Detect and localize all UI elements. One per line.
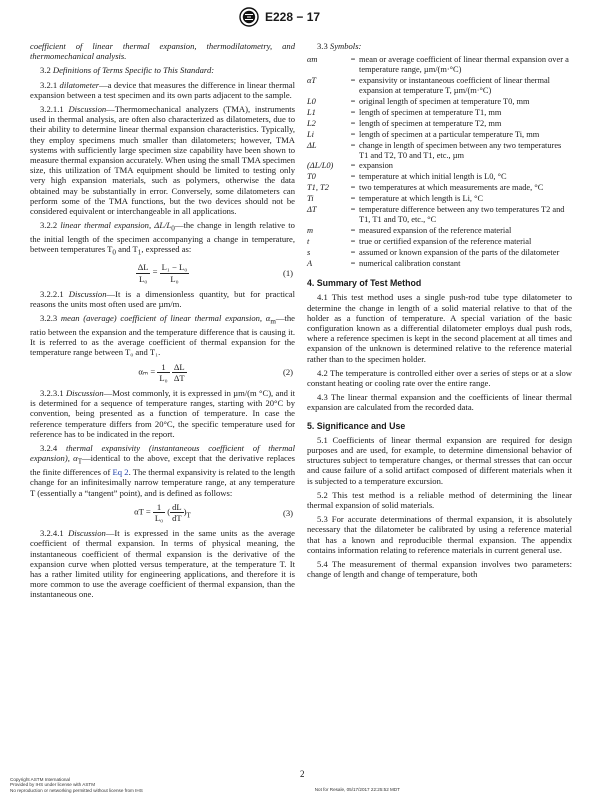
section-3-2-3-1: 3.2.3.1 Discussion—Most commonly, it is expressed in µm/(m °C), and it is determined for a sequence of temperature ranges, starting with 20°C by convention, being presented as a function of temperature. In case the reference temperature differs from 20°C, the specific temperature used for reference has to be indicated in the report. <box>30 388 295 439</box>
equals-sign: = <box>350 205 356 215</box>
license-notice: Not for Resale, 05/17/2017 22:25:52 MDT <box>314 787 400 792</box>
section-3-2: 3.2 Definitions of Terms Specific to This Standard: <box>40 65 215 76</box>
section-3-3: 3.3 Symbols: <box>317 41 362 51</box>
intro-text: coefficient of linear thermal expansion, thermodilatometry, and thermomechanical analysis. <box>30 41 295 62</box>
symbol-name: ΔL <box>307 140 317 150</box>
section-3-2-2: 3.2.2 linear thermal expansion, $\Delta L/L_0—the$ change in length relative to the initial length of the specimen accompanying a change in temperature, between temperatures $T_0$ and $T_1$, expressed as: <box>30 220 295 258</box>
symbol-row <box>307 119 572 130</box>
symbol-row <box>307 183 572 194</box>
symbol-description: temperature difference between any two temperatures T2 and T1, T1 and T0, etc., °C <box>359 205 565 225</box>
symbol-row <box>307 237 572 248</box>
symbol-row <box>307 97 572 108</box>
symbol-name: T1, T2 <box>307 183 329 193</box>
equals-sign: = <box>350 172 356 182</box>
equation-2: αₘ = $\frac{1}{\text{L₀}}$ $\frac{\Delta L}{\Delta T}$ (2) <box>138 361 293 383</box>
equation-number: (3) <box>282 507 293 518</box>
symbols-table <box>307 55 572 270</box>
symbol-description: original length of specimen at temperature T0, mm <box>359 96 530 106</box>
symbol-description: two temperatures at which measurements are made, °C <box>359 183 544 193</box>
section-4-3: 4.3 The linear thermal expansion and the coefficients of linear thermal expansion are calculated from the recorded data. <box>307 392 572 413</box>
equals-sign: = <box>350 118 356 128</box>
section-3-2-4: 3.2.4 thermal expansivity (instantaneous coefficient of thermal expansion), $\alpha_T—identical$ to the above, except that the derivative replaces the finite differences of Eq 2. The thermal expansivity is related to the length change for an infinitesimally narrow temperature range, at any temperature T (essentially a “tangent” point), and is defined as follows: <box>30 443 296 498</box>
section-5-3: 5.3 For accurate determinations of thermal expansion, it is absolutely necessary that the dilatometer be calibrated by using a reference material that has a known and reproducible thermal expansion. The appendix contains information relating to reference materials in current general use. <box>307 514 572 555</box>
equals-sign: = <box>350 237 356 247</box>
symbol-name: L1 <box>307 107 316 117</box>
symbol-description: measured expansion of the reference material <box>359 226 512 236</box>
symbol-row <box>307 130 572 141</box>
equals-sign: = <box>350 96 356 106</box>
symbol-description: temperature at which initial length is L0, °C <box>359 172 507 182</box>
equals-sign: = <box>350 194 356 204</box>
symbol-name: ΔT <box>307 205 317 215</box>
symbol-description: length of specimen at temperature T2, mm <box>359 118 502 128</box>
section-5-4: 5.4 The measurement of thermal expansion involves two parameters: change of length and change of temperature, both <box>307 559 572 580</box>
equals-sign: = <box>350 129 356 139</box>
symbol-name: t <box>307 237 310 247</box>
equation-1: $\frac{\Delta L}{\text{L₀}}$ = $\frac{\text{L₁ − L₀}}{\text{L₀}}$ (1) <box>137 262 293 284</box>
page-number: 2 <box>300 769 305 779</box>
symbol-name: L2 <box>307 118 316 128</box>
symbol-row <box>307 226 572 237</box>
equation-number: (1) <box>282 267 293 278</box>
equals-sign: = <box>350 259 356 269</box>
right-column <box>307 41 572 583</box>
symbol-name: T0 <box>307 172 316 182</box>
section-5-1: 5.1 Coefficients of linear thermal expansion are required for design purposes and are used, for example, to determine dimensional behavior of structures subject to temperature changes, or thermal stresses that can occur and cause failure of a solid artifact composed of different materials when it is subjected to a temperature excursion. <box>307 434 572 486</box>
symbol-row <box>307 76 572 97</box>
equals-sign: = <box>350 183 356 193</box>
equals-sign: = <box>350 107 356 117</box>
equation-number: (2) <box>282 367 293 378</box>
symbol-name: (ΔL/L0) <box>307 161 334 171</box>
equals-sign: = <box>350 161 356 171</box>
symbol-row <box>307 55 572 76</box>
symbol-row <box>307 161 572 172</box>
equals-sign: = <box>350 226 356 236</box>
equation-3: αT = $\frac{1}{\text{L₀}}$ ( $\frac{dL}{dT}$ )$_T$ (3) <box>134 501 293 523</box>
symbol-name: L0 <box>307 96 316 106</box>
symbol-row <box>307 141 572 162</box>
equals-sign: = <box>350 248 356 258</box>
section-3-2-2-1: 3.2.2.1 Discussion—It is a dimensionless quantity, but for practical reasons the units most often used are µm/m. <box>30 288 296 309</box>
copyright-notice: Copyright ASTM International Provided by IHS under license with ASTM No reproduction or networking permitted without license from IHS <box>10 777 143 793</box>
equals-sign: = <box>350 55 356 65</box>
section-4-heading: 4. Summary of Test Method <box>307 278 422 289</box>
symbol-description: mean or average coefficient of linear thermal expansion over a temperature range, µm/(m·°C) <box>359 55 569 74</box>
section-3-2-3: 3.2.3 mean (average) coefficient of linear thermal expansion, $\alpha_m—the$ ratio between the expansion and the temperature difference that is causing it. It is referred to as the average coefficient of thermal expansion for the temperature range between T₀ and T₁. <box>30 313 295 358</box>
symbol-description: change in length of specimen between any two temperatures T1 and T2, T0 and T1, etc., µm <box>359 140 562 160</box>
symbol-description: true or certified expansion of the reference material <box>359 237 532 247</box>
section-4-2: 4.2 The temperature is controlled either over a series of steps or at a slow constant heating or cooling rate over the entire range. <box>307 367 572 388</box>
symbol-row <box>307 205 572 226</box>
symbol-row <box>307 248 572 259</box>
symbol-description: expansion <box>359 161 393 171</box>
symbol-name: αm <box>307 55 318 65</box>
symbol-description: length of specimen at temperature T1, mm <box>359 107 502 117</box>
symbol-row <box>307 108 572 119</box>
symbol-description: length of specimen at a particular temperature Ti, mm <box>359 129 540 139</box>
symbol-name: A <box>307 259 313 269</box>
astm-logo-icon <box>239 7 259 27</box>
section-4-1: 4.1 This test method uses a single push-rod tube type dilatometer to determine the change in length of a solid material relative to that of the holder as a function of temperature. A special variation of the basic configuration known as a differential dilatometer employs dual push rods, where a reference specimen is kept in the second placement at all times and expansion of the unknown is determined relative to the reference material rather than to the specimen holder. <box>307 292 572 364</box>
equals-sign: = <box>350 75 356 85</box>
section-5-2: 5.2 This test method is a reliable method of determining the linear thermal expansion of solid materials. <box>307 489 572 510</box>
equation-2-link[interactable]: Eq 2 <box>112 467 129 478</box>
symbol-description: assumed or known expansion of the parts of the dilatometer <box>359 248 560 258</box>
left-column <box>30 41 295 604</box>
section-3-2-1: 3.2.1 dilatometer—a device that measures the difference in linear thermal expansion between a test specimen and its own parts adjacent to the sample. <box>30 79 296 100</box>
equals-sign: = <box>350 140 356 150</box>
section-3-2-4-1: 3.2.4.1 Discussion—It is expressed in the same units as the average coefficient of thermal expansion. In terms of physical meaning, the instantaneous coefficient of thermal expansion is the derivative of the expansion curve when plotted versus temperature, at the temperature T. It has a rather limited utility for engineering applications, and therefore it is more common to use the average coefficient of thermal expansion, than the instantaneous one. <box>30 528 295 600</box>
symbol-name: αT <box>307 75 317 85</box>
standard-designation: E228 − 17 <box>265 10 321 24</box>
section-3-2-1-1: 3.2.1.1 Discussion—Thermomechanical analyzers (TMA), instruments used in thermal analysis, are often also characterized as dilatometers, due to their ability to determine linear thermal expansion characteristics. Typically, they employ specimens much smaller than dilatometers; however, TMA systems with sufficiently large specimen size capability have been shown to measure thermal expansion accurately. When using the small TMA specimen size, this utilization of TMA equipment should be limited to testing only very high expansion materials, such as polymers, otherwise the data obtained may be substantially in error. Conversely, some dilatometers can perform some of the TMA functions, but the two devices should not be considered equivalent or interchangeable in all applications. <box>30 104 296 217</box>
symbol-name: m <box>307 226 314 236</box>
symbol-description: expansivity or instantaneous coefficient of linear thermal expansion at temperature T, µm/(m·°C) <box>359 75 551 95</box>
symbol-description: numerical calibration constant <box>359 259 461 269</box>
page-header <box>0 0 600 40</box>
symbol-row <box>307 172 572 183</box>
symbol-row <box>307 259 572 270</box>
symbol-name: Ti <box>307 194 314 204</box>
symbol-name: Li <box>307 129 314 139</box>
symbol-row <box>307 194 572 205</box>
symbol-description: temperature at which length is Li, °C <box>359 194 484 204</box>
section-5-heading: 5. Significance and Use <box>307 420 406 431</box>
symbol-name: s <box>307 248 311 258</box>
